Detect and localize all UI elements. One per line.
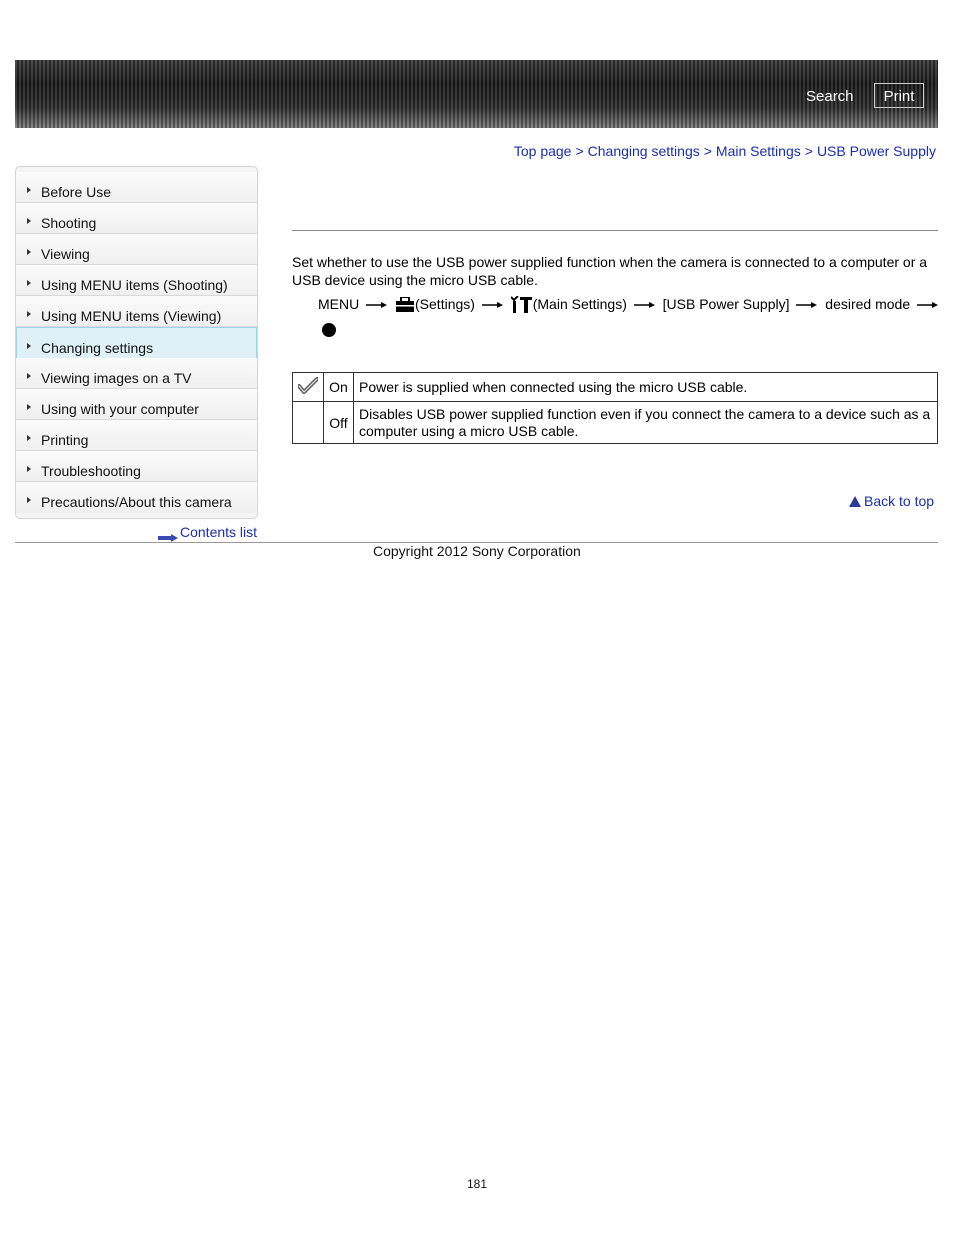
arrow-right-icon (366, 300, 388, 310)
title-divider (292, 230, 938, 231)
table-row (293, 402, 938, 444)
triangle-right-icon (27, 187, 31, 193)
page-number: 181 (466, 1177, 488, 1191)
toolbox-settings-icon (395, 297, 415, 313)
print-button[interactable]: Print (874, 83, 924, 108)
settings-label: (Settings) (415, 296, 475, 312)
triangle-right-icon (27, 343, 31, 349)
sidebar-item-label: Precautions/About this camera (41, 494, 232, 510)
triangle-right-icon (27, 373, 31, 379)
menu-item-label: [USB Power Supply] (662, 296, 790, 312)
menu-label: MENU (318, 296, 360, 312)
breadcrumb-main-settings[interactable]: Main Settings (715, 143, 801, 159)
sidebar-item-label: Using MENU items (Shooting) (41, 277, 228, 293)
triangle-right-icon (27, 466, 31, 472)
option-description: Disables USB power supplied function even if you connect the camera to a device such as a computer using a micro USB cable. (354, 402, 938, 444)
copyright-text: Copyright 2012 Sony Corporation (373, 543, 581, 559)
contents-list-link[interactable] (158, 524, 257, 540)
triangle-right-icon (27, 249, 31, 255)
sidebar-item-computer[interactable] (16, 389, 257, 420)
triangle-right-icon (27, 280, 31, 286)
sidebar-item-label: Viewing images on a TV (41, 370, 192, 386)
desired-mode-label: desired mode (825, 296, 911, 312)
triangle-right-icon (27, 218, 31, 224)
triangle-right-icon (27, 404, 31, 410)
sidebar-item-label: Using MENU items (Viewing) (41, 308, 222, 324)
sidebar-item-changing-settings[interactable] (16, 327, 257, 359)
description-text: Set whether to use the USB power supplied function when the camera is connected to a computer or a USB device using the micro USB cable. (292, 254, 928, 288)
sidebar-item-label: Troubleshooting (41, 463, 141, 479)
confirm-button-icon (322, 323, 336, 337)
back-to-top-link[interactable] (849, 493, 934, 509)
sidebar-item-label: Using with your computer (41, 401, 199, 417)
triangle-up-icon (849, 496, 861, 507)
sidebar-item-label: Printing (41, 432, 89, 448)
triangle-right-icon (27, 311, 31, 317)
option-value: On (324, 373, 354, 402)
sidebar-item-menu-shooting[interactable] (16, 265, 257, 296)
sidebar-item-label: Before Use (41, 184, 112, 200)
arrow-right-icon (482, 300, 504, 310)
arrow-right-icon (158, 529, 178, 537)
sidebar-item-shooting[interactable] (16, 203, 257, 234)
main-settings-label: (Main Settings) (532, 296, 627, 312)
sidebar-item-label: Shooting (41, 215, 97, 231)
breadcrumb-separator: > (804, 143, 813, 159)
sidebar-item-troubleshooting[interactable] (16, 451, 257, 482)
wrench-main-settings-icon (511, 296, 533, 314)
triangle-right-icon (27, 497, 31, 503)
option-description: Power is supplied when connected using the micro USB cable. (354, 373, 938, 402)
breadcrumb-top-page[interactable]: Top page (513, 143, 572, 159)
sidebar-item-printing[interactable] (16, 420, 257, 451)
breadcrumb-separator: > (703, 143, 712, 159)
breadcrumb-separator: > (575, 143, 584, 159)
default-check-cell (293, 373, 324, 402)
sidebar-item-before-use[interactable] (16, 172, 257, 203)
table-row (293, 373, 938, 402)
option-value: Off (324, 402, 354, 444)
menu-path (318, 296, 942, 314)
options-table (292, 372, 938, 444)
sidebar-item-menu-viewing[interactable] (16, 296, 257, 327)
breadcrumb-changing-settings[interactable]: Changing settings (587, 143, 700, 159)
back-to-top-label: Back to top (864, 493, 935, 509)
arrow-right-icon (917, 300, 939, 310)
sidebar-item-label: Viewing (41, 246, 90, 262)
checkmark-icon (298, 377, 318, 395)
sidebar-item-label: Changing settings (41, 340, 154, 356)
arrow-right-icon (634, 300, 656, 310)
contents-list-label: Contents list (180, 524, 258, 540)
breadcrumb-usb-power-supply[interactable]: USB Power Supply (816, 143, 936, 159)
sidebar-item-precautions[interactable] (16, 482, 257, 513)
arrow-right-icon (796, 300, 818, 310)
sidebar-nav (15, 166, 258, 519)
sidebar-item-tv[interactable] (16, 358, 257, 389)
search-link[interactable]: Search (806, 88, 854, 105)
breadcrumb (514, 143, 936, 159)
sidebar-item-viewing[interactable] (16, 234, 257, 265)
triangle-right-icon (27, 435, 31, 441)
header-bar (15, 60, 938, 128)
default-check-cell (293, 402, 324, 444)
